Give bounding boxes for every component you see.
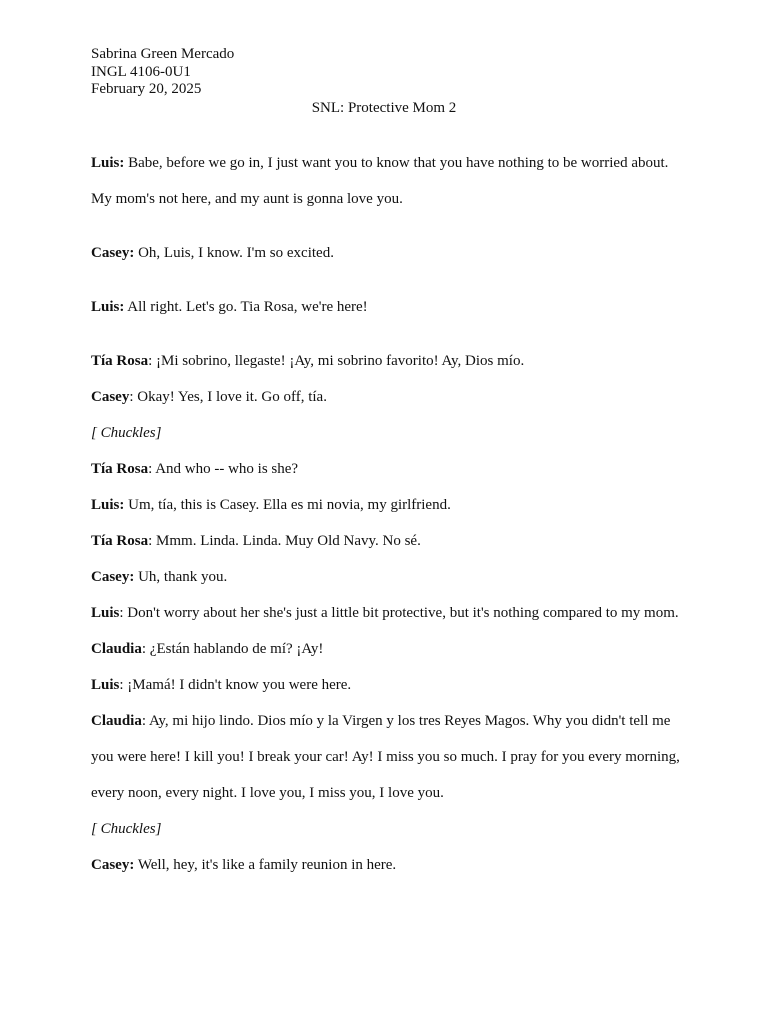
dialogue-line (91, 595, 686, 631)
dialogue-text: ¿Están hablando de mí? ¡Ay! (149, 641, 324, 657)
document-date: February 20, 2025 (91, 81, 202, 97)
dialogue-line (91, 343, 686, 379)
stage-direction: [ Chuckles] (91, 425, 162, 441)
speaker-name: Casey (91, 389, 130, 405)
dialogue-line (91, 703, 686, 811)
speaker-name: Luis: (91, 497, 125, 513)
dialogue-text: Oh, Luis, I know. I'm so excited. (138, 245, 334, 261)
speaker-name: Casey: (91, 857, 135, 873)
speaker-name: Luis (91, 677, 120, 693)
speaker-separator: : (119, 605, 128, 621)
speaker-separator: : (148, 353, 157, 369)
dialogue-line (91, 451, 686, 487)
dialogue-text: Babe, before we go in, I just want you to know that you have nothing to be worried about. My mom's not here, and my aunt is gonna love you. (91, 155, 669, 207)
speaker-name: Claudia (91, 641, 142, 657)
dialogue-line (91, 289, 686, 325)
dialogue-text: All right. Let's go. Tia Rosa, we're here! (127, 299, 368, 315)
dialogue-text: Well, hey, it's like a family reunion in here. (137, 857, 397, 873)
speaker-name: Luis (91, 605, 120, 621)
dialogue-line (91, 379, 686, 415)
speaker-name: Luis: (91, 155, 125, 171)
dialogue-line (91, 631, 686, 667)
document-header (91, 46, 234, 99)
speaker-name: Luis: (91, 299, 125, 315)
speaker-name: Casey: (91, 569, 135, 585)
speaker-separator: : (141, 713, 149, 729)
dialogue-text: Uh, thank you. (138, 569, 228, 585)
dialogue-line (91, 487, 686, 523)
speaker-separator: : (129, 389, 138, 405)
dialogue-line (91, 559, 686, 595)
dialogue-line (91, 235, 686, 271)
stage-direction: [ Chuckles] (91, 821, 162, 837)
document-title: SNL: Protective Mom 2 (311, 100, 457, 116)
dialogue-text: ¡Mi sobrino, llegaste! ¡Ay, mi sobrino favorito! Ay, Dios mío. (156, 353, 525, 369)
dialogue-text: Mmm. Linda. Linda. Muy Old Navy. No sé. (156, 533, 421, 549)
speaker-name: Tía Rosa (91, 353, 149, 369)
course-code: INGL 4106-0U1 (91, 63, 191, 80)
speaker-name: Claudia (91, 713, 142, 729)
speaker-name: Tía Rosa (91, 461, 149, 477)
speaker-name: Tía Rosa (91, 533, 149, 549)
dialogue-line (91, 145, 686, 217)
speaker-separator: : (148, 533, 157, 549)
author-name: Sabrina Green Mercado (91, 46, 235, 62)
dialogue-line (91, 523, 686, 559)
speaker-separator: : (119, 677, 128, 693)
dialogue-text: Don't worry about her she's just a little bit protective, but it's nothing compared to my mom. (127, 605, 679, 621)
dialogue-text: ¡Mamá! I didn't know you were here. (127, 677, 352, 693)
script-body (91, 145, 686, 883)
dialogue-text: Okay! Yes, I love it. Go off, tía. (137, 389, 327, 405)
dialogue-line (91, 847, 686, 883)
dialogue-line (91, 667, 686, 703)
dialogue-text: And who -- who is she? (155, 461, 299, 477)
speaker-separator: : (148, 461, 156, 477)
dialogue-text: Um, tía, this is Casey. Ella es mi novia, my girlfriend. (128, 497, 451, 513)
speaker-name: Casey: (91, 245, 135, 261)
speaker-separator: : (141, 641, 150, 657)
dialogue-text: Ay, mi hijo lindo. Dios mío y la Virgen y los tres Reyes Magos. Why you didn't tell me you were here! I kill you! I break your car! Ay! I miss you so much. I pray for you every morning, every noon, every night. I love you, I miss you, I love you. (91, 713, 680, 801)
